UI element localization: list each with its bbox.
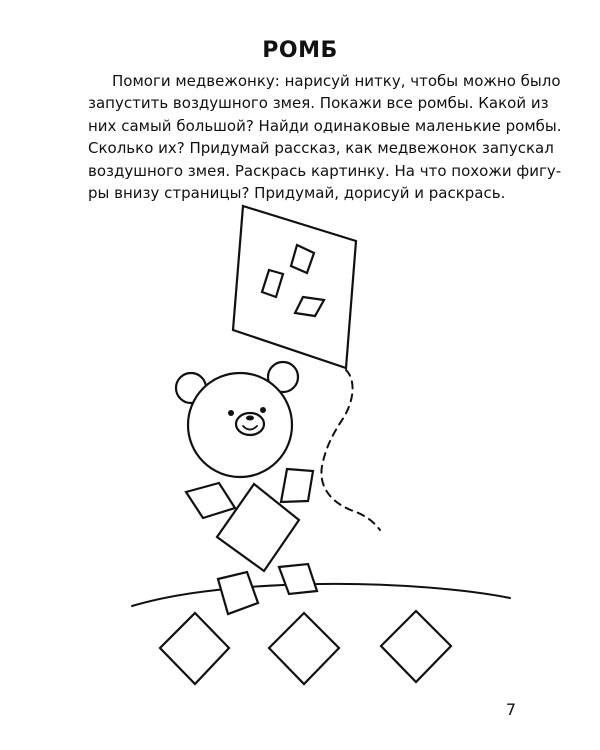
bottom-rhombus-1 [160, 613, 229, 684]
bottom-figures [160, 611, 451, 684]
task-line-5: воздушного змея. Раскрась картинку. На что похожи фигу- [88, 161, 562, 180]
ground-line [132, 584, 510, 606]
task-line-1: Помоги медвежонку: нарисуй нитку, чтобы можно было [112, 72, 561, 90]
kite-body [233, 206, 356, 368]
bottom-rhombus-2 [269, 613, 339, 684]
kite [233, 206, 356, 368]
task-line-4: Сколько их? Придумай рассказ, как медвежонок запускал [88, 139, 554, 158]
bear-left-arm-rhombus [186, 483, 235, 518]
task-line-2: запустить воздушного змея. Покажи все ромбы. Какой из [88, 94, 549, 113]
bear-right-leg-rhombus [279, 564, 317, 594]
bear-left-eye [228, 410, 234, 416]
page-number: 7 [505, 700, 517, 719]
bear-nose [246, 416, 254, 421]
kite-string-dashed [321, 370, 380, 530]
bear-right-arm-rhombus [281, 469, 313, 502]
bear-left-leg-rhombus [218, 572, 258, 614]
bear [176, 362, 317, 614]
bear-right-eye [260, 407, 266, 413]
task-line-6: ры внизу страницы? Придумай, дорисуй и раскрась. [88, 184, 506, 203]
page-title: РОМБ [262, 38, 338, 63]
bottom-rhombus-3 [381, 611, 451, 682]
task-line-3: них самый большой? Найди одинаковые маленькие ромбы. [88, 116, 562, 135]
